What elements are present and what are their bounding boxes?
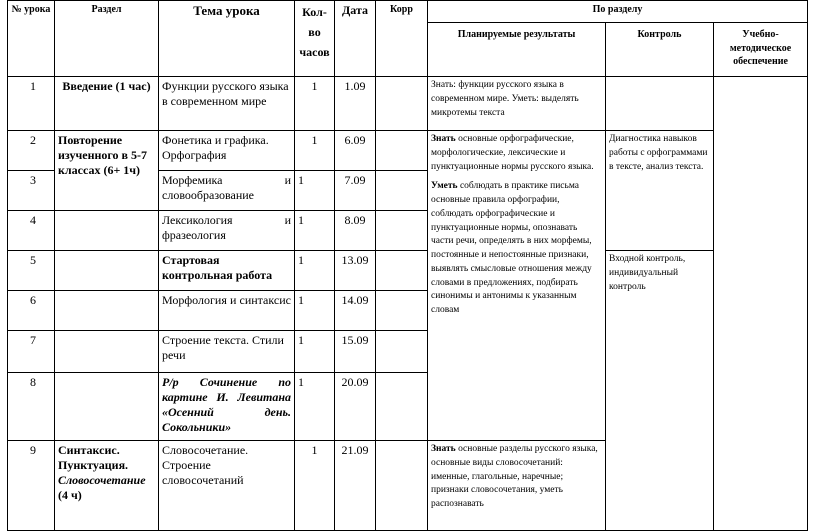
korr-cell	[376, 291, 428, 331]
date-cell: 13.09	[335, 251, 376, 291]
korr-cell	[376, 441, 428, 531]
date-cell: 1.09	[335, 77, 376, 131]
date-cell: 20.09	[335, 373, 376, 441]
hours-cell: 1	[295, 211, 335, 251]
korr-cell	[376, 373, 428, 441]
hours-cell: 1	[295, 441, 335, 531]
topic-cell: Р/р Сочинение по картине И. Левитана «Осенний день. Сокольники»	[159, 373, 295, 441]
topic-cell: Функции русского языка в современном мире	[159, 77, 295, 131]
section-cell	[55, 373, 159, 441]
korr-cell	[376, 77, 428, 131]
header-date: Дата	[335, 1, 376, 77]
header-control: Контроль	[606, 23, 714, 77]
lesson-num: 9	[8, 441, 55, 531]
section-cell	[55, 251, 159, 291]
table-row	[8, 77, 808, 131]
lesson-num: 7	[8, 331, 55, 373]
lesson-num: 5	[8, 251, 55, 291]
lesson-plan-table	[7, 0, 808, 531]
header-num: № урока	[8, 1, 55, 77]
control-cell: Диагностика навыков работы с орфограммами в тексте, анализ текста.	[606, 131, 714, 251]
lesson-num: 1	[8, 77, 55, 131]
header-korr: Корр	[376, 1, 428, 77]
korr-cell	[376, 171, 428, 211]
section-cell	[55, 291, 159, 331]
lesson-num: 8	[8, 373, 55, 441]
topic-cell: Морфология и синтаксис	[159, 291, 295, 331]
topic-cell: Словосочетание. Строение словосочетаний	[159, 441, 295, 531]
header-planned: Планируемые результаты	[428, 23, 606, 77]
table-row	[8, 131, 808, 171]
header-section: Раздел	[55, 1, 159, 77]
date-cell: 21.09	[335, 441, 376, 531]
header-count: Кол-во часов	[295, 1, 335, 77]
hours-cell: 1	[295, 131, 335, 171]
date-cell: 6.09	[335, 131, 376, 171]
date-cell: 8.09	[335, 211, 376, 251]
section-cell	[55, 331, 159, 373]
control-cell	[606, 77, 714, 131]
date-cell: 7.09	[335, 171, 376, 211]
results-cell: Знать: функции русского языка в современном мире. Уметь: выделять микротемы текста	[428, 77, 606, 131]
hours-cell: 1	[295, 77, 335, 131]
topic-cell: Стартовая контрольная работа	[159, 251, 295, 291]
section-cell	[55, 211, 159, 251]
table-row	[8, 251, 808, 291]
date-cell: 14.09	[335, 291, 376, 331]
header-topic: Тема урока	[159, 1, 295, 77]
section-cell: Повторение изученного в 5-7 классах (6+ 1ч)	[55, 131, 159, 211]
lesson-num: 3	[8, 171, 55, 211]
topic-cell: Фонетика и графика. Орфография	[159, 131, 295, 171]
section-cell: Введение (1 час)	[55, 77, 159, 131]
korr-cell	[376, 251, 428, 291]
lesson-num: 2	[8, 131, 55, 171]
lesson-num: 4	[8, 211, 55, 251]
hours-cell: 1	[295, 171, 335, 211]
results-cell: Знать основные орфографические, морфологические, лексические и пунктуационные нормы русского языка. Уметь соблюдать в практике письма основные правила орфографии, соблюдать орфографические и пунктуационные нормы, опознавать части речи, определять в них морфемы, постоянные и непостоянные признаки, выявлять смысловые отношения между словами в предложениях, подбирать синонимы и антонимы к указанным словам	[428, 131, 606, 441]
section-cell: Синтаксис. Пунктуация. Словосочетание (4 ч)	[55, 441, 159, 531]
control-cell: Входной контроль, индивидуальный контроль	[606, 251, 714, 531]
korr-cell	[376, 131, 428, 171]
results-cell: Знать основные разделы русского языка, основные виды словосочетаний: именные, глагольные, наречные; признаки словосочетания, уметь распознавать	[428, 441, 606, 531]
korr-cell	[376, 331, 428, 373]
hours-cell: 1	[295, 291, 335, 331]
header-support: Учебно-методическое обеспечение	[714, 23, 808, 77]
hours-cell: 1	[295, 331, 335, 373]
korr-cell	[376, 211, 428, 251]
date-cell: 15.09	[335, 331, 376, 373]
hours-cell: 1	[295, 373, 335, 441]
header-by-section: По разделу	[428, 1, 808, 23]
topic-cell: Морфемика и словообразование	[159, 171, 295, 211]
support-cell	[714, 77, 808, 531]
lesson-num: 6	[8, 291, 55, 331]
topic-cell: Строение текста. Стили речи	[159, 331, 295, 373]
hours-cell: 1	[295, 251, 335, 291]
topic-cell: Лексикология и фразеология	[159, 211, 295, 251]
